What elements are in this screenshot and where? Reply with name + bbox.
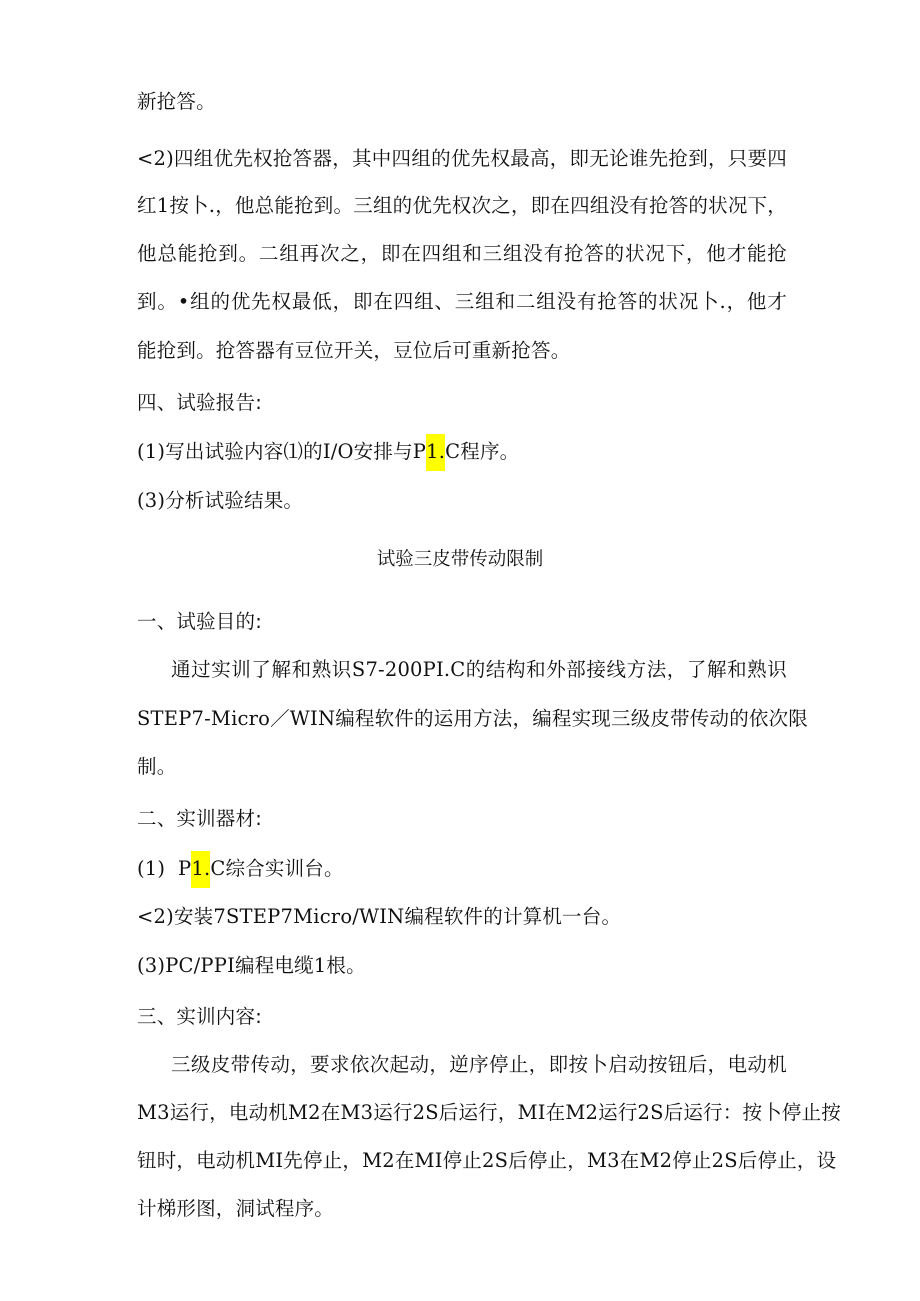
- report-item-1-text-end: C程序。: [445, 440, 520, 463]
- highlight-mark: 1.: [191, 851, 210, 888]
- paragraph-line: 红1按卜.，他总能抢到。三组的优先权次之，即在四组没有抢答的状况下，: [137, 194, 787, 217]
- equipment-item-2: <2)安装7STEP7Micro/WIN编程软件的计算机一台。: [137, 905, 622, 928]
- equipment-heading: 二、实训器材:: [137, 807, 262, 830]
- report-heading: 四、试验报告:: [137, 391, 262, 414]
- paragraph-line: 能抢到。抢答器有豆位开关，豆位后可重新抢答。: [137, 339, 571, 362]
- report-item-3: (3)分析试验结果。: [137, 489, 304, 512]
- report-item-1-text: (1)写出试验内容⑴的I/O安排与P: [137, 440, 427, 463]
- paragraph-line: STEP7-Micro／WIN编程软件的运用方法，编程实现三级皮带传动的依次限: [137, 707, 809, 730]
- paragraph-line: M3运行，电动机M2在M3运行2S后运行，MI在M2运行2S后运行：按卜停止按: [137, 1101, 841, 1124]
- paragraph-line: 三级皮带传动，要求依次起动，逆序停止，即按卜启动按钮后，电动机: [171, 1053, 787, 1076]
- paragraph-line: <2)四组优先权抢答器，其中四组的优先权最高，即无论谁先抢到，只要四: [137, 147, 787, 170]
- equipment-item-1-text: (1) P: [137, 857, 192, 880]
- paragraph-line: 他总能抢到。二组再次之，即在四组和三组没有抢答的状况下，他才能抢: [137, 242, 787, 265]
- equipment-item-3: (3)PC/PPI编程电缆1根。: [137, 954, 366, 977]
- paragraph-line: 到。•组的优先权最低，即在四组、三组和二组没有抢答的状况卜.，他才: [137, 290, 787, 313]
- paragraph-line: 新抢答。: [137, 90, 216, 113]
- highlight-mark: 1.: [426, 434, 445, 471]
- report-item-1: [137, 438, 787, 466]
- content-heading: 三、实训内容:: [137, 1005, 262, 1028]
- paragraph-line: 制。: [137, 755, 177, 778]
- paragraph-line: 钮时，电动机MI先停止，M2在MI停止2S后停止，M3在M2停止2S后停止，设: [137, 1149, 837, 1172]
- section-title: 试验三皮带传动限制: [376, 549, 544, 570]
- paragraph-line: 通过实训了解和熟识S7-200PI.C的结构和外部接线方法，了解和熟识: [171, 658, 787, 681]
- equipment-item-1: [137, 855, 787, 883]
- purpose-heading: 一、试验目的:: [137, 610, 262, 633]
- equipment-item-1-text-end: C综合实训台。: [210, 857, 344, 880]
- paragraph-line: 计梯形图，洞试程序。: [137, 1197, 335, 1220]
